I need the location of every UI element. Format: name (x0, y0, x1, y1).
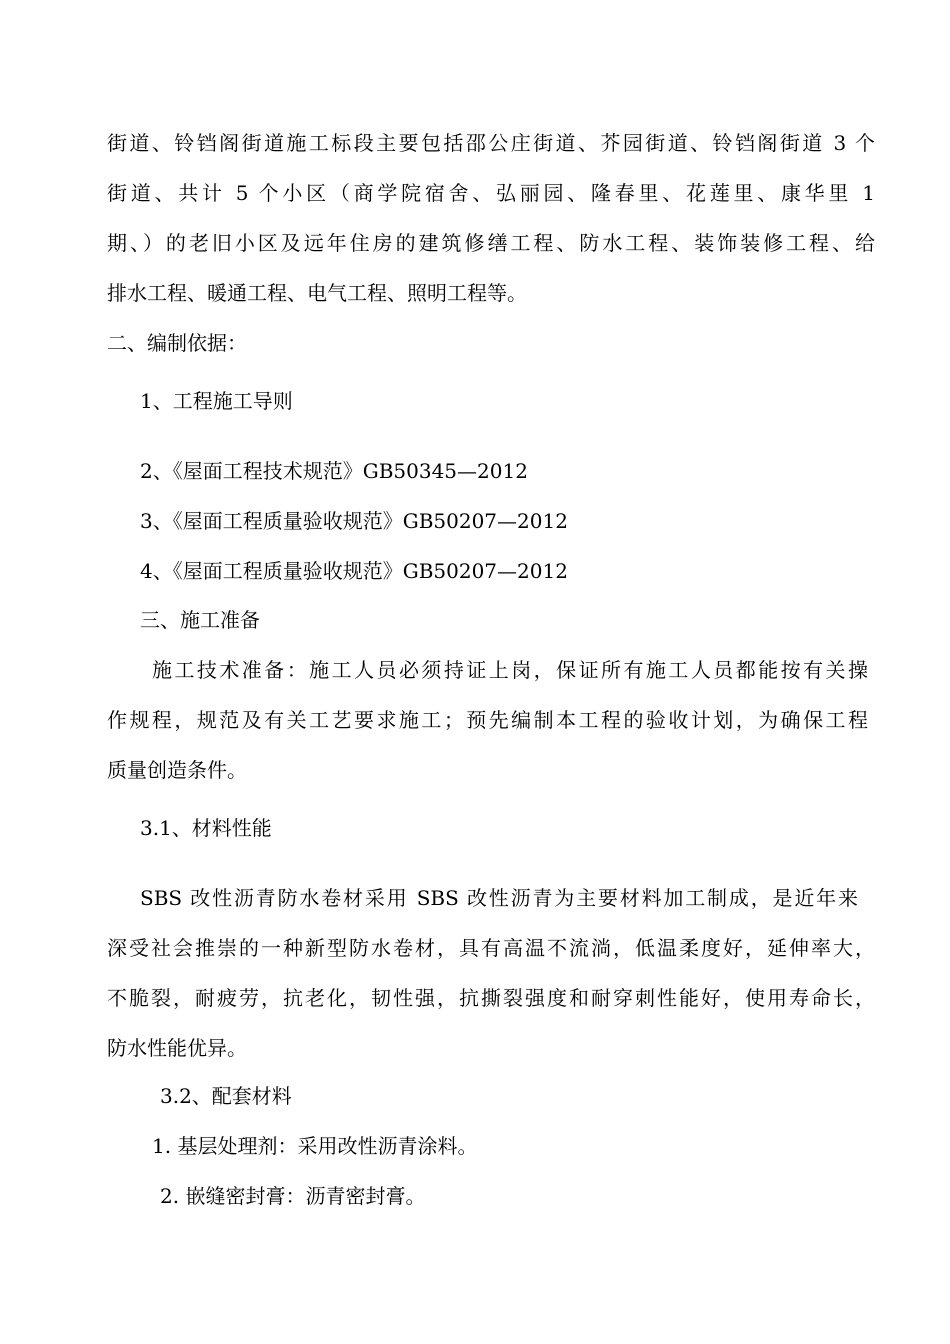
support-item-2: 2. 嵌缝密封膏：沥青密封膏。 (160, 1184, 426, 1208)
intro-line-3: 期、）的老旧小区及远年住房的建筑修缮工程、防水工程、装饰装修工程、给 (107, 231, 875, 255)
material-line-4: 防水性能优异。 (107, 1036, 247, 1060)
basis-item-1: 1、工程施工导则 (140, 389, 293, 413)
material-line-1: SBS 改性沥青防水卷材采用 SBS 改性沥青为主要材料加工制成，是近年来 (140, 886, 858, 910)
basis-item-3: 3、《屋面工程质量验收规范》GB50207—2012 (140, 509, 568, 533)
prep-line-3: 质量创造条件。 (107, 758, 247, 782)
prep-line-1: 施工技术准备：施工人员必须持证上岗，保证所有施工人员都能按有关操 (152, 658, 868, 682)
intro-line-4: 排水工程、暖通工程、电气工程、照明工程等。 (107, 281, 527, 305)
intro-line-1: 街道、铃铛阁街道施工标段主要包括邵公庄街道、芥园街道、铃铛阁街道 3 个 (107, 131, 875, 155)
section-3-1-heading: 3.1、材料性能 (140, 816, 272, 840)
section-3-heading: 三、施工准备 (140, 608, 260, 632)
material-line-3: 不脆裂，耐疲劳，抗老化，韧性强，抗撕裂强度和耐穿刺性能好，使用寿命长， (107, 986, 875, 1010)
basis-item-4: 4、《屋面工程质量验收规范》GB50207—2012 (140, 559, 568, 583)
prep-line-2: 作规程，规范及有关工艺要求施工；预先编制本工程的验收计划，为确保工程 (107, 708, 868, 732)
intro-line-2: 街道、共计 5 个小区（商学院宿舍、弘丽园、隆春里、花莲里、康华里 1 (107, 181, 875, 205)
material-line-2: 深受社会推崇的一种新型防水卷材，具有高温不流淌，低温柔度好，延伸率大， (107, 936, 875, 960)
section-2-heading: 二、编制依据： (107, 331, 247, 355)
basis-item-2: 2、《屋面工程技术规范》GB50345—2012 (140, 459, 528, 483)
section-3-2-heading: 3.2、配套材料 (160, 1084, 292, 1108)
support-item-1: 1. 基层处理剂：采用改性沥青涂料。 (152, 1134, 478, 1158)
